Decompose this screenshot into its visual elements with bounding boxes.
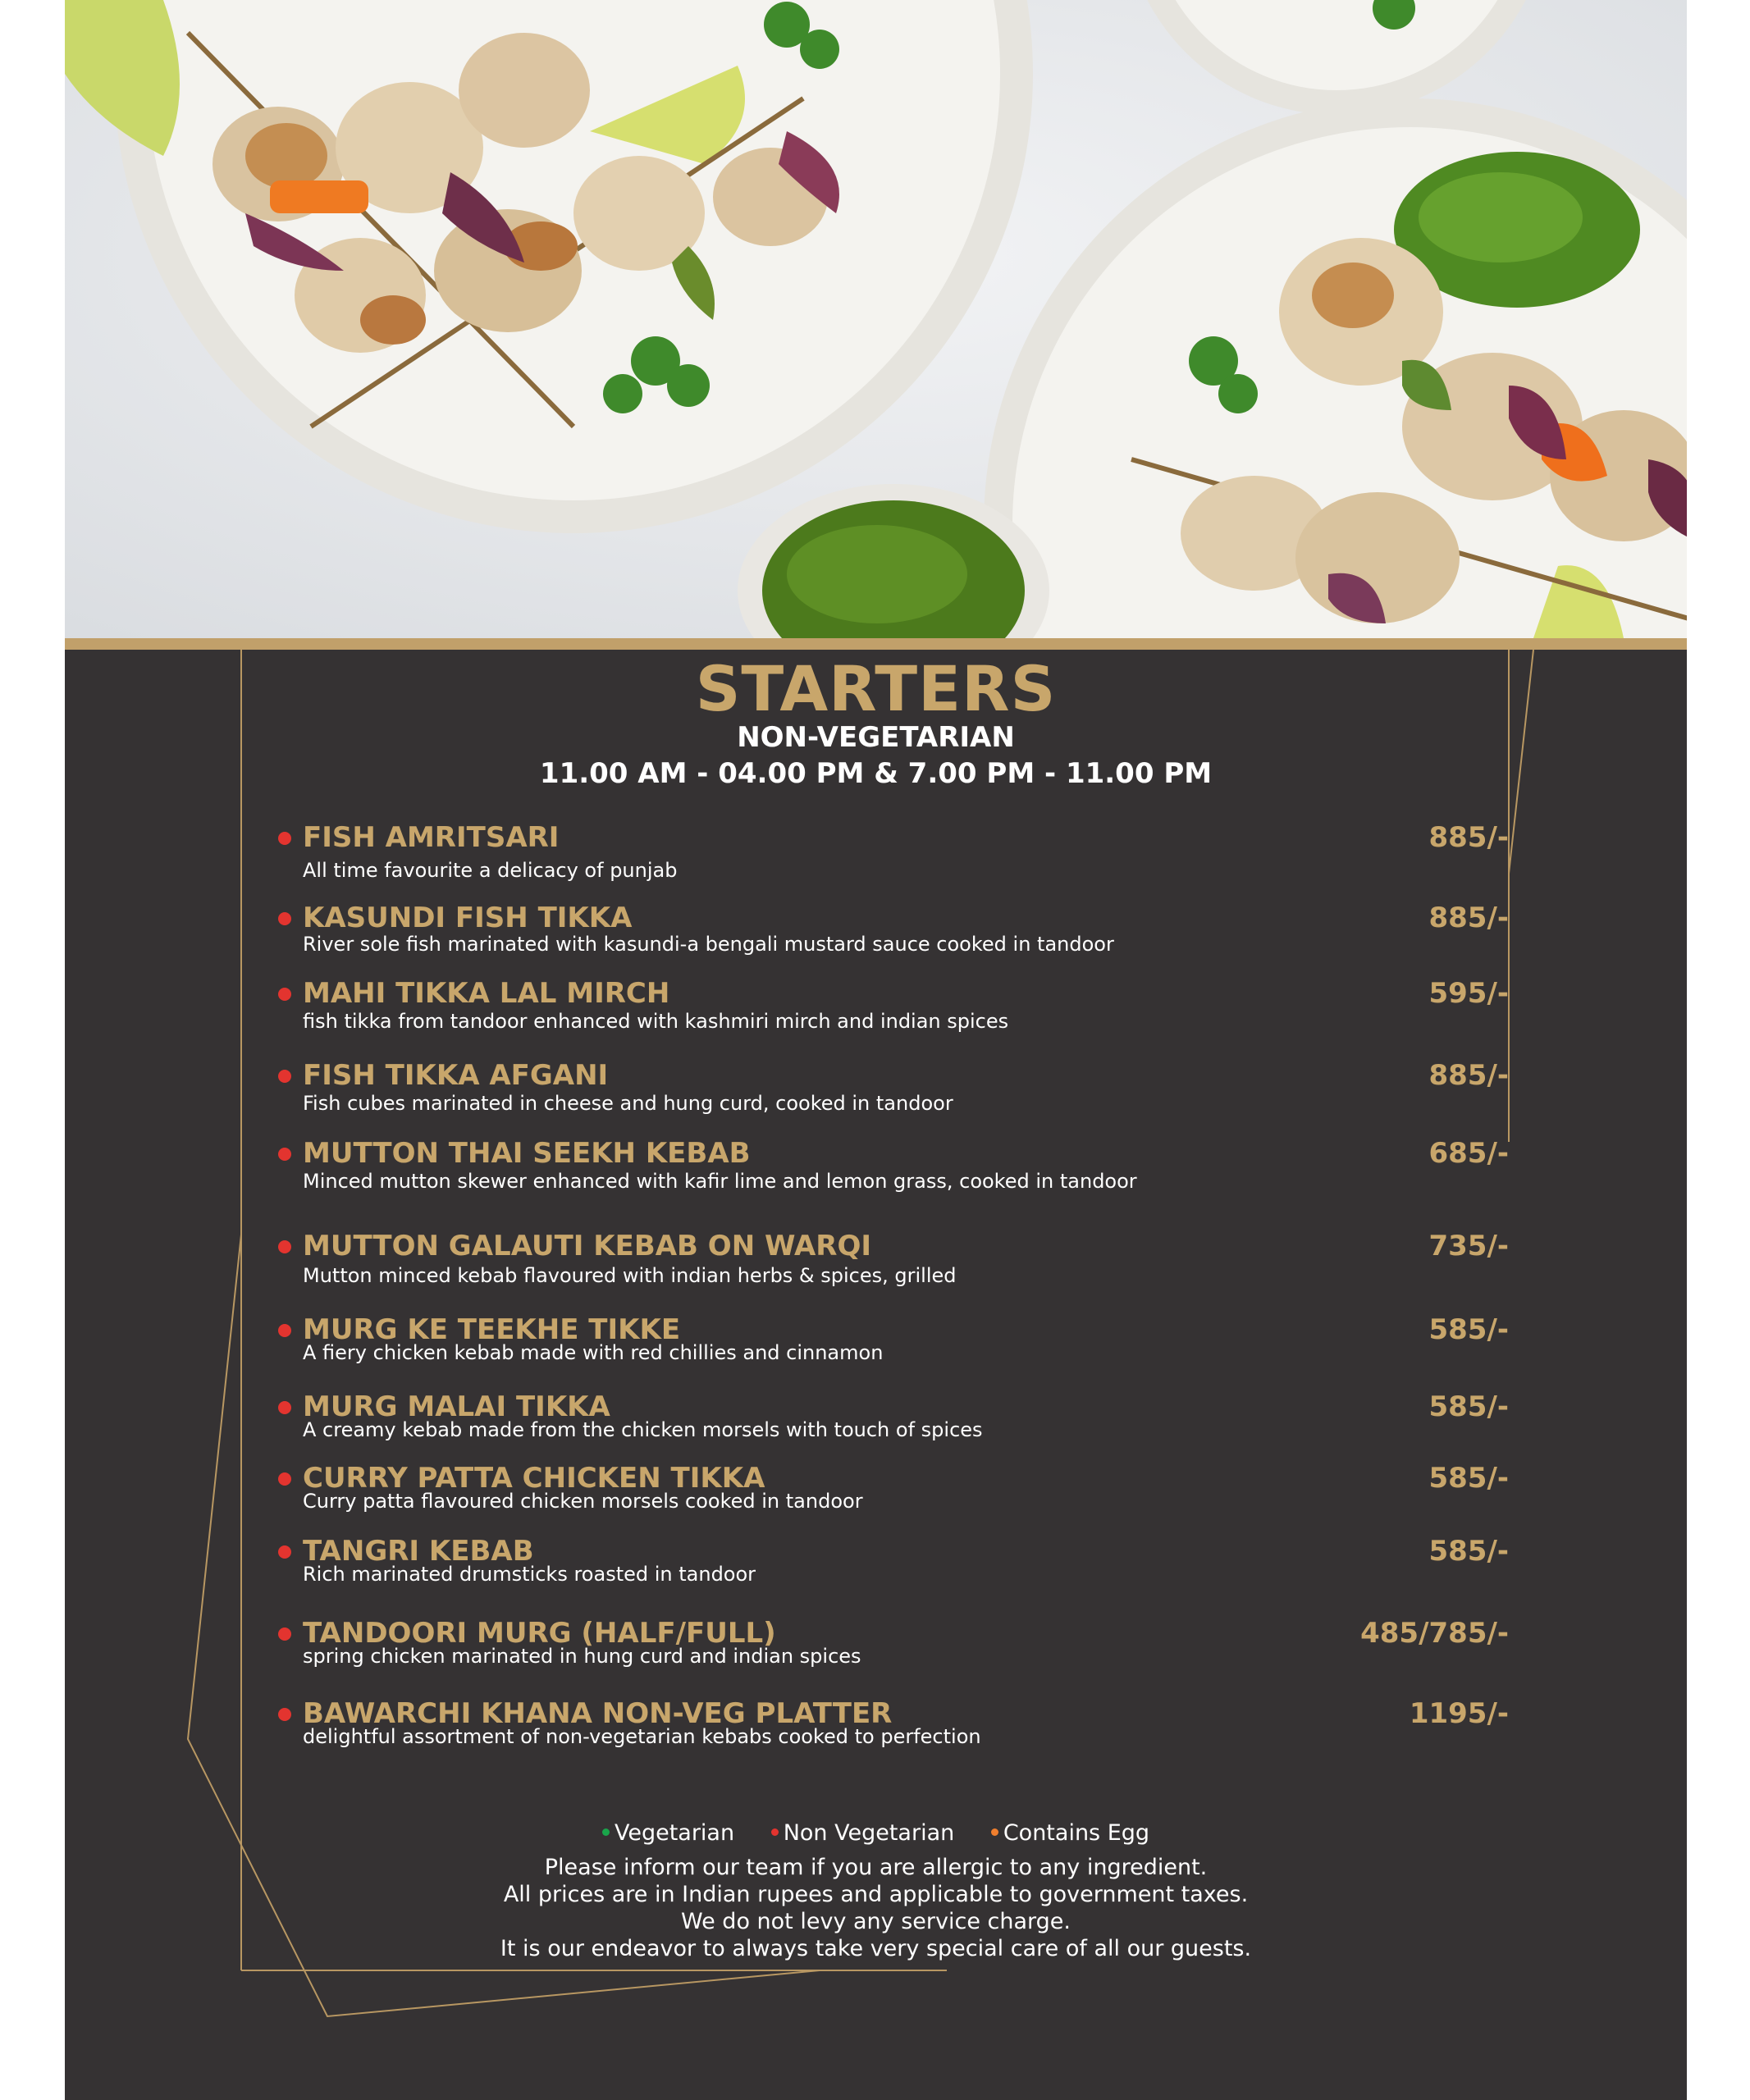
non-veg-dot-icon [278, 988, 291, 1001]
item-name: KASUNDI FISH TIKKA [303, 902, 633, 934]
menu-item [278, 1312, 1509, 1378]
item-description: Mutton minced kebab flavoured with indian herbs & spices, grilled [303, 1264, 957, 1287]
diet-legend [65, 1819, 1687, 1847]
non-veg-dot-icon [278, 1401, 291, 1414]
item-description: All time favourite a delicacy of punjab [303, 859, 678, 882]
legend-non-veg [771, 1819, 955, 1847]
non-veg-dot-icon [278, 1148, 291, 1161]
item-name: FISH TIKKA AFGANI [303, 1059, 609, 1092]
item-name: BAWARCHI KHANA NON-VEG PLATTER [303, 1697, 893, 1730]
item-description: A creamy kebab made from the chicken morsels with touch of spices [303, 1418, 983, 1441]
item-price: 585/- [1428, 1313, 1509, 1346]
service-hours: 11.00 AM - 04.00 PM & 7.00 PM - 11.00 PM [539, 757, 1213, 790]
menu-item [278, 901, 1509, 966]
food-photo [65, 0, 1687, 638]
non-veg-dot-icon [278, 1324, 291, 1337]
item-name: MUTTON GALAUTI KEBAB ON WARQI [303, 1230, 872, 1262]
item-description: spring chicken marinated in hung curd and indian spices [303, 1645, 861, 1668]
legend-non-veg-label: Non Vegetarian [783, 1820, 955, 1846]
non-veg-dot-icon [771, 1828, 779, 1836]
non-veg-dot-icon [278, 912, 291, 925]
item-description: A fiery chicken kebab made with red chillies and cinnamon [303, 1341, 884, 1364]
item-name: MAHI TIKKA LAL MIRCH [303, 977, 670, 1010]
item-description: Fish cubes marinated in cheese and hung curd, cooked in tandoor [303, 1092, 953, 1115]
menu-item [278, 820, 1509, 886]
non-veg-dot-icon [278, 1708, 291, 1721]
item-description: delightful assortment of non-vegetarian kebabs cooked to perfection [303, 1725, 981, 1748]
item-price: 585/- [1428, 1390, 1509, 1423]
non-veg-dot-icon [278, 1472, 291, 1486]
legend-veg [602, 1819, 734, 1847]
legend-egg-label: Contains Egg [1003, 1820, 1150, 1846]
item-price: 885/- [1428, 821, 1509, 854]
item-description: fish tikka from tandoor enhanced with kashmiri mirch and indian spices [303, 1010, 1009, 1033]
footer-notes [65, 1854, 1687, 1962]
item-name: MURG KE TEEKHE TIKKE [303, 1313, 681, 1346]
item-description: Curry patta flavoured chicken morsels cooked in tandoor [303, 1490, 863, 1513]
item-name: MUTTON THAI SEEKH KEBAB [303, 1137, 751, 1170]
menu-item [278, 1616, 1509, 1682]
item-name: TANDOORI MURG (HALF/FULL) [303, 1617, 776, 1650]
item-description: Rich marinated drumsticks roasted in tandoor [303, 1563, 756, 1586]
menu-item [278, 1696, 1509, 1762]
item-name: TANGRI KEBAB [303, 1535, 534, 1568]
menu-item [278, 1136, 1509, 1202]
item-description: River sole fish marinated with kasundi-a bengali mustard sauce cooked in tandoor [303, 933, 1114, 956]
note-care: It is our endeavor to always take very special care of all our guests. [500, 1936, 1252, 1961]
non-veg-dot-icon [278, 1545, 291, 1559]
item-price: 735/- [1428, 1230, 1509, 1262]
item-name: MURG MALAI TIKKA [303, 1390, 610, 1423]
item-price: 885/- [1428, 1059, 1509, 1092]
item-price: 1195/- [1409, 1697, 1509, 1730]
egg-dot-icon [991, 1828, 998, 1836]
menu-item [278, 976, 1509, 1042]
menu-item [278, 1534, 1509, 1600]
menu-item [278, 1390, 1509, 1455]
menu-item [278, 1229, 1509, 1294]
legend-egg [991, 1819, 1149, 1847]
kebab-plates-illustration [65, 0, 1687, 638]
non-veg-dot-icon [278, 1628, 291, 1641]
non-veg-dot-icon [278, 1240, 291, 1253]
item-name: CURRY PATTA CHICKEN TIKKA [303, 1462, 765, 1495]
item-price: 885/- [1428, 902, 1509, 934]
section-subtitle: NON-VEGETARIAN [737, 721, 1015, 754]
note-allergy: Please inform our team if you are allergic to any ingredient. [544, 1855, 1208, 1880]
item-price: 585/- [1428, 1535, 1509, 1568]
item-description: Minced mutton skewer enhanced with kafir lime and lemon grass, cooked in tandoor [303, 1170, 1137, 1193]
non-veg-dot-icon [278, 832, 291, 845]
item-name: FISH AMRITSARI [303, 821, 560, 854]
note-taxes: All prices are in Indian rupees and applicable to government taxes. [503, 1882, 1249, 1907]
item-price: 595/- [1428, 977, 1509, 1010]
item-price: 585/- [1428, 1462, 1509, 1495]
menu-item [278, 1058, 1509, 1124]
menu-item [278, 1461, 1509, 1527]
non-veg-dot-icon [278, 1070, 291, 1083]
legend-veg-label: Vegetarian [614, 1820, 735, 1846]
veg-dot-icon [602, 1828, 610, 1836]
item-price: 485/785/- [1360, 1617, 1509, 1650]
note-service-charge: We do not levy any service charge. [681, 1909, 1071, 1934]
section-title: STARTERS [695, 652, 1057, 725]
item-price: 685/- [1428, 1137, 1509, 1170]
menu-page [65, 0, 1687, 2100]
